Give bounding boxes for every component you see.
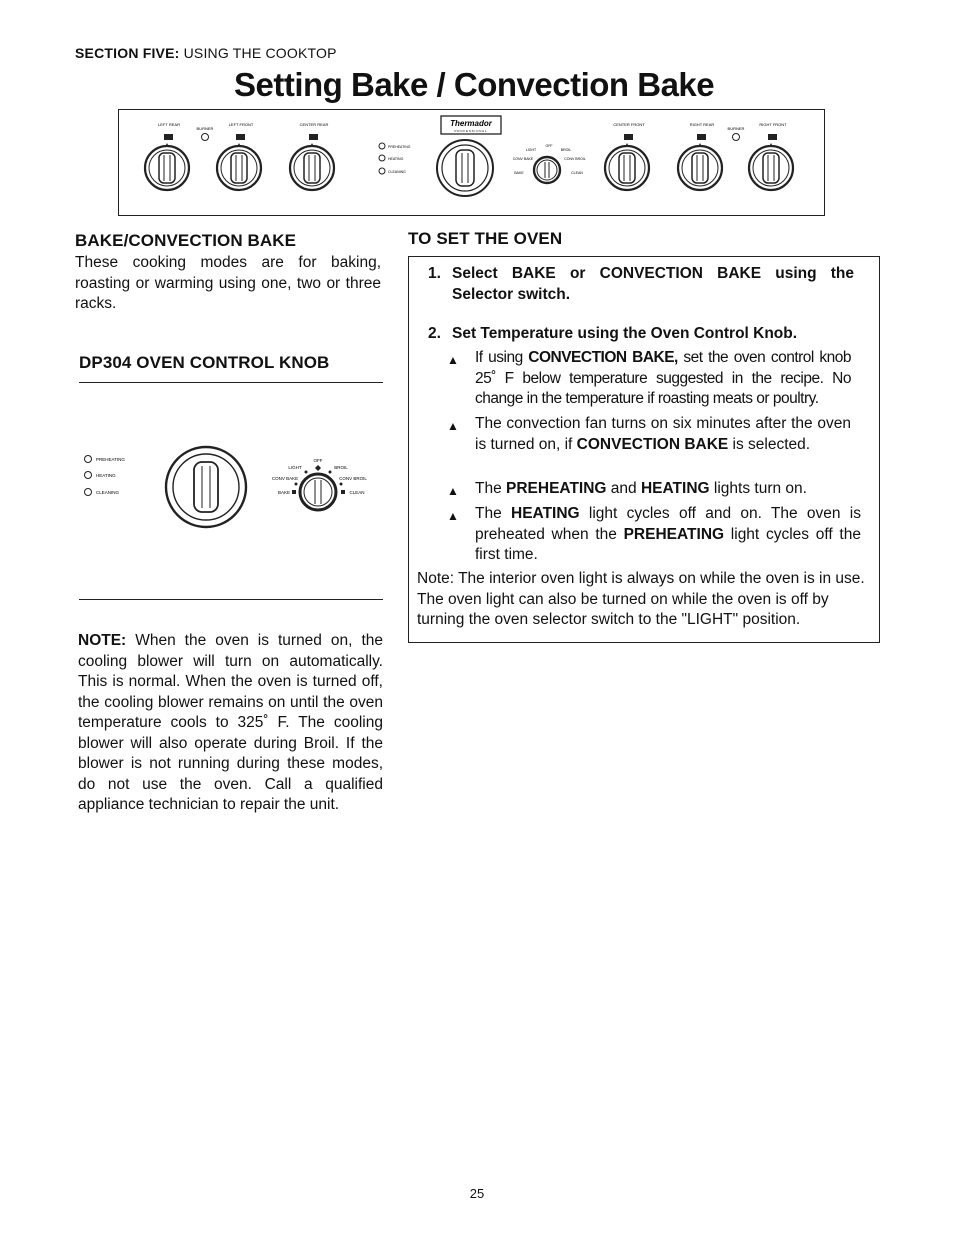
panel-light-preheating: PREHEATING — [388, 145, 411, 149]
selector-bake: BAKE — [514, 171, 524, 175]
bullet-text: light cycles off and on. The oven is preheated when the — [475, 505, 862, 543]
triangle-bullet-icon: ▲ — [447, 484, 459, 498]
selector-switch — [534, 157, 560, 183]
step-text: Select BAKE or CONVECTION BAKE using the Selector switch. — [452, 265, 854, 303]
dp-selector-light: LIGHT — [288, 465, 302, 470]
brand-name: Thermador — [450, 119, 492, 128]
bullet-bold: HEATING — [640, 480, 710, 497]
dp-selector-off: OFF — [313, 458, 323, 463]
knob-label-center-rear: CENTER REAR — [299, 122, 329, 127]
selector-light: LIGHT — [525, 148, 537, 152]
bullet-text: lights turn on. — [709, 480, 807, 497]
control-panel-illustration — [118, 109, 825, 216]
page-number: 25 — [469, 1186, 485, 1201]
bake-description: These cooking modes are for baking, roasting or warming using one, two or three racks. — [75, 254, 381, 312]
triangle-bullet-icon: ▲ — [447, 509, 459, 523]
knob-center-rear — [290, 143, 334, 190]
step-1 — [428, 263, 858, 305]
selector-off: OFF — [545, 144, 553, 148]
bullet-text: set the oven control knob 25˚ F below temperature suggested in the recipe. No change in the temperature if roasting meats or poultry. — [475, 349, 852, 407]
divider — [79, 599, 383, 600]
knob-left-front — [217, 143, 261, 190]
triangle-bullet-icon: ▲ — [447, 353, 459, 367]
selector-conv-bake: CONV BAKE — [512, 157, 534, 161]
dp-light-preheating: PREHEATING — [96, 457, 125, 462]
bullet-bold: PREHEATING — [506, 480, 607, 497]
divider — [79, 382, 383, 383]
oven-light-note: Note: The interior oven light is always on while the oven is in use. The oven light can also be turned on while the oven is off by turning the oven selector switch to the "LIGHT" position. — [417, 570, 865, 628]
selector-conv-broil: CONV BROIL — [564, 157, 586, 161]
bullet-text: The — [475, 480, 507, 497]
step-number: 2. — [428, 325, 441, 342]
section-name: USING THE COOKTOP — [183, 45, 337, 61]
cooling-blower-note — [78, 631, 383, 816]
dp-selector-clean: CLEAN — [349, 490, 365, 495]
knob-label-center-front: CENTER FRONT — [613, 122, 645, 127]
burner-label-right: BURNER — [727, 126, 745, 131]
step-number: 1. — [428, 265, 441, 282]
dp-selector-bake: BAKE — [277, 490, 291, 495]
selector-clean: CLEAN — [571, 171, 583, 175]
triangle-bullet-icon: ▲ — [447, 419, 459, 433]
dp304-heading: DP304 OVEN CONTROL KNOB — [79, 353, 330, 372]
dp-light-cleaning: CLEANING — [96, 490, 120, 495]
bullet-text: light cycles off the first time. — [475, 525, 861, 563]
section-label: SECTION FIVE: — [75, 45, 180, 61]
section-header — [75, 45, 337, 61]
dp-selector-broil: BROIL — [334, 465, 348, 470]
dp-light-heating: HEATING — [96, 473, 116, 478]
knob-label-right-rear: RIGHT REAR — [689, 122, 715, 127]
panel-light-cleaning: CLEANING — [388, 170, 406, 174]
dp-selector-switch — [300, 474, 336, 510]
bake-heading: BAKE/CONVECTION BAKE — [75, 231, 297, 250]
dp304-knob-figure — [79, 440, 383, 530]
knob-right-front — [749, 143, 793, 190]
knob-label-right-front: RIGHT FRONT — [759, 122, 787, 127]
bullet-bold: CONVECTION BAKE, — [528, 349, 678, 366]
step-2 — [428, 323, 858, 344]
knob-center-front — [605, 143, 649, 190]
panel-light-heating: HEATING — [388, 157, 404, 161]
note-label: NOTE: — [78, 632, 127, 649]
bullet-text: The — [475, 505, 511, 522]
bullet-text: and — [606, 480, 641, 497]
bullet-text: If using — [475, 349, 529, 366]
burner-label-left: BURNER — [196, 126, 214, 131]
note-body: When the oven is turned on, the cooling blower will turn on automatically. This is normal. When the oven is turned off, the cooling blower remains on until the oven temperature cools to 325˚ F. The cooling blower will also operate during Broil. If the blower is not running during these modes, do not use the oven. Call a qualified appliance technician to repair the unit. — [78, 632, 383, 813]
set-oven-box — [408, 256, 880, 643]
dp-selector-conv-broil: CONV BROIL — [339, 476, 367, 481]
dp-selector-conv-bake: CONV BAKE — [271, 476, 299, 481]
page-title: Setting Bake / Convection Bake — [234, 66, 715, 103]
knob-left-rear — [145, 143, 189, 190]
dp-oven-control-knob — [166, 447, 246, 527]
bullet-text: The convection fan turns on six minutes after the oven is turned on, if — [475, 415, 851, 453]
selector-broil: BROIL — [560, 148, 572, 152]
step-text: Set Temperature using the Oven Control Knob. — [452, 325, 798, 342]
brand-sub: PROFESSIONAL — [454, 129, 488, 133]
oven-control-knob — [437, 140, 493, 196]
bullet-text: is selected. — [728, 435, 811, 453]
knob-right-rear — [678, 143, 722, 190]
knob-label-left-rear: LEFT REAR — [158, 122, 180, 127]
set-oven-heading: TO SET THE OVEN — [408, 229, 563, 248]
bullet-bold: HEATING — [511, 505, 580, 522]
knob-label-left-front: LEFT FRONT — [228, 122, 254, 127]
bullet-bold: CONVECTION BAKE — [576, 435, 729, 453]
bullet-bold: PREHEATING — [623, 525, 725, 543]
